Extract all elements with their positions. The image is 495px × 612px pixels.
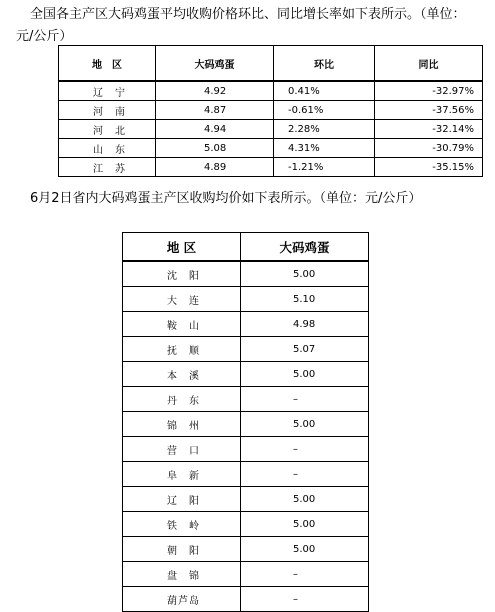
value-cell: 4.98 [241, 312, 369, 337]
price-cell: 4.89 [156, 158, 274, 177]
table-row [59, 139, 483, 158]
price-cell: 4.92 [156, 81, 274, 101]
mom-cell: 0.41% [274, 81, 375, 101]
region-cell: 河 北 [59, 120, 156, 139]
city-cell: 铁 岭 [123, 512, 241, 537]
national-price-table [58, 45, 483, 177]
table-row [123, 562, 369, 587]
mom-cell: 4.31% [274, 139, 375, 158]
city-cell: 本 溪 [123, 362, 241, 387]
table-row [123, 412, 369, 437]
value-cell: 5.00 [241, 487, 369, 512]
price-cell: 5.08 [156, 139, 274, 158]
price-cell: 4.94 [156, 120, 274, 139]
value-cell: 5.00 [241, 412, 369, 437]
value-cell: 5.00 [241, 362, 369, 387]
table-row [123, 287, 369, 312]
city-cell: 鞍 山 [123, 312, 241, 337]
value-cell: 5.00 [241, 537, 369, 562]
city-cell: 葫芦岛 [123, 587, 241, 612]
table-row [123, 487, 369, 512]
value-cell: 5.10 [241, 287, 369, 312]
table-row [123, 362, 369, 387]
table-header-row [59, 46, 483, 82]
table-row [123, 387, 369, 412]
table-header-row [123, 233, 369, 262]
region-cell: 江 苏 [59, 158, 156, 177]
city-cell: 丹 东 [123, 387, 241, 412]
yoy-cell: -32.14% [375, 120, 483, 139]
table-row [123, 312, 369, 337]
table-row [123, 337, 369, 362]
value-cell: – [241, 387, 369, 412]
table-row [123, 462, 369, 487]
value-cell: – [241, 437, 369, 462]
value-cell: – [241, 587, 369, 612]
intro-paragraph-national: 全国各主产区大码鸡蛋平均收购价格环比、同比增长率如下表所示。（单位：元/公斤） [16, 7, 466, 44]
region-cell: 河 南 [59, 101, 156, 120]
mom-cell: 2.28% [274, 120, 375, 139]
table-row [59, 81, 483, 101]
mom-cell: -1.21% [274, 158, 375, 177]
header-region: 地 区 [123, 233, 241, 262]
province-price-table [122, 232, 369, 612]
city-cell: 锦 州 [123, 412, 241, 437]
yoy-cell: -35.15% [375, 158, 483, 177]
yoy-cell: -37.56% [375, 101, 483, 120]
city-cell: 抚 顺 [123, 337, 241, 362]
region-cell: 山 东 [59, 139, 156, 158]
intro-paragraph-province: 6月2日省内大码鸡蛋主产区收购均价如下表所示。（单位：元/公斤） [30, 191, 422, 206]
value-cell: 5.07 [241, 337, 369, 362]
city-cell: 营 口 [123, 437, 241, 462]
city-cell: 辽 阳 [123, 487, 241, 512]
table-row [123, 587, 369, 612]
table-row [59, 120, 483, 139]
table-row [123, 261, 369, 287]
mom-cell: -0.61% [274, 101, 375, 120]
region-cell: 辽 宁 [59, 81, 156, 101]
table-row [123, 512, 369, 537]
table-row [123, 537, 369, 562]
value-cell: 5.00 [241, 512, 369, 537]
header-price: 大码鸡蛋 [156, 46, 274, 82]
city-cell: 阜 新 [123, 462, 241, 487]
header-region: 地 区 [59, 46, 156, 82]
header-yoy: 同比 [375, 46, 483, 82]
city-cell: 沈 阳 [123, 261, 241, 287]
header-mom: 环比 [274, 46, 375, 82]
city-cell: 朝 阳 [123, 537, 241, 562]
city-cell: 大 连 [123, 287, 241, 312]
value-cell: – [241, 462, 369, 487]
table-row [123, 437, 369, 462]
city-cell: 盘 锦 [123, 562, 241, 587]
table-row [59, 158, 483, 177]
yoy-cell: -30.79% [375, 139, 483, 158]
header-price: 大码鸡蛋 [241, 233, 369, 262]
price-cell: 4.87 [156, 101, 274, 120]
value-cell: 5.00 [241, 261, 369, 287]
table-row [59, 101, 483, 120]
yoy-cell: -32.97% [375, 81, 483, 101]
value-cell: – [241, 562, 369, 587]
